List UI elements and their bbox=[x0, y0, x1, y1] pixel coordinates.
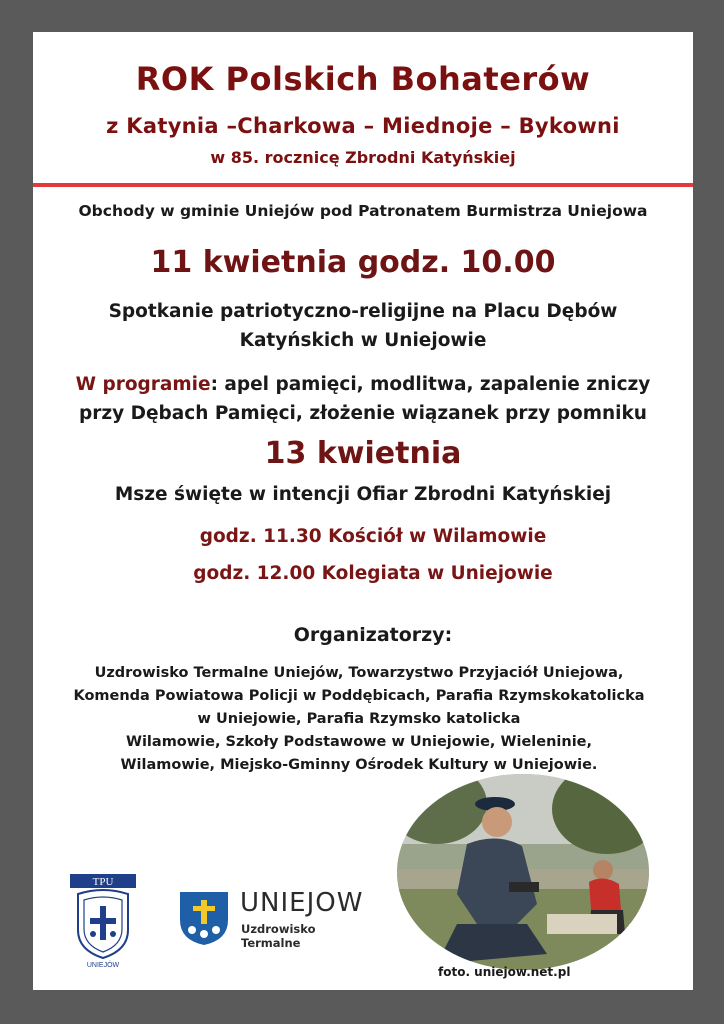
divider bbox=[33, 183, 693, 187]
event1-description bbox=[33, 297, 693, 355]
event2-date: 13 kwietnia bbox=[264, 436, 462, 471]
anniversary-line: w 85. rocznicę Zbrodni Katyńskiej bbox=[210, 148, 516, 167]
event1-date: 11 kwietnia godz. 10.00 bbox=[150, 245, 556, 280]
organizers-line: Komenda Powiatowa Policji w Poddębicach, Parafia Rzymskokatolicka bbox=[73, 688, 645, 704]
event2-time2: godz. 12.00 Kolegiata w Uniejowie bbox=[193, 563, 553, 584]
event2-description: Msze święte w intencji Ofiar Zbrodni Katyńskiej bbox=[114, 484, 612, 505]
tpu-label: TPU bbox=[92, 876, 114, 888]
event1-description-line1: Spotkanie patriotyczno-religijne na Placu Dębów bbox=[108, 301, 618, 322]
organizers-line: Wilamowie, Szkoły Podstawowe w Uniejowie, Wieleninie, bbox=[125, 734, 593, 750]
organizers-line: Uzdrowisko Termalne Uniejów, Towarzystwo Przyjaciół Uniejowa, bbox=[94, 665, 624, 681]
poster bbox=[33, 32, 693, 990]
patronage-text: Obchody w gminie Uniejów pod Patronatem Burmistrza Uniejowa bbox=[78, 202, 648, 220]
program-text-line1: : apel pamięci, modlitwa, zapalenie zniczy bbox=[210, 374, 651, 395]
organizers-line: Wilamowie, Miejsko-Gminny Ośrodek Kultury w Uniejowie. bbox=[120, 757, 598, 773]
event1-program bbox=[33, 370, 693, 428]
uniejow-logo bbox=[178, 888, 364, 950]
ceremony-photo bbox=[397, 774, 649, 970]
organizers-heading: Organizatorzy: bbox=[293, 624, 453, 646]
photo-credit: foto. uniejow.net.pl bbox=[438, 965, 571, 979]
program-text-line2: przy Dębach Pamięci, złożenie wiązanek przy pomniku bbox=[79, 403, 647, 424]
organizers-list bbox=[33, 662, 689, 777]
poster-title: ROK Polskich Bohaterów bbox=[135, 60, 591, 98]
event1-description-line2: Katyńskich w Uniejowie bbox=[239, 330, 487, 351]
poster-subtitle: z Katynia –Charkowa – Miednoje – Bykowni bbox=[106, 114, 620, 138]
uniejow-subtitle: Uzdrowisko Termalne bbox=[241, 922, 316, 950]
tpu-logo bbox=[70, 874, 136, 970]
uniejow-name: UNIEJOW bbox=[240, 888, 364, 918]
tpu-ribbon: UNIEJÓW bbox=[86, 962, 120, 969]
organizers-line: w Uniejowie, Parafia Rzymsko katolicka bbox=[197, 711, 521, 727]
program-label: W programie bbox=[75, 374, 211, 395]
uniejow-crest-icon bbox=[178, 890, 230, 946]
event2-time1: godz. 11.30 Kościół w Wilamowie bbox=[199, 526, 547, 547]
